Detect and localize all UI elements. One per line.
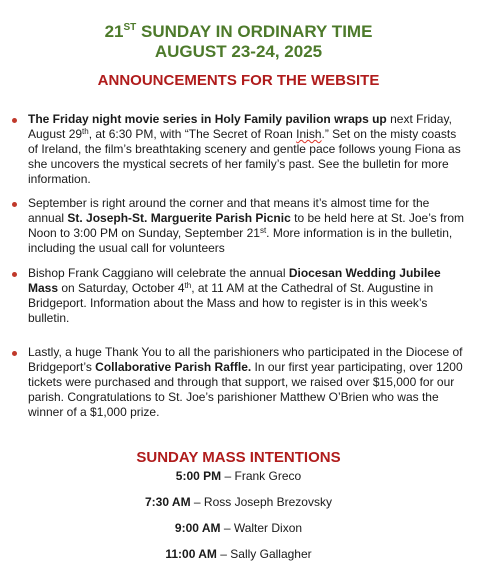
- bullet-icon: [12, 202, 17, 207]
- announcement-text: September is right around the corner and that means it’s almost time for the annual St. Joseph-St. Marguerite Parish Picnic to be held here at St. Joe’s from Noon to 3:00 PM on Sunday, September 21st. More information is in the bulletin, including the usual call for volunteers: [28, 196, 464, 255]
- announcement-movie: [12, 112, 466, 187]
- spellcheck-word: Inish: [296, 127, 322, 141]
- bullet-icon: [12, 118, 17, 123]
- date-line: AUGUST 23-24, 2025: [154, 42, 323, 61]
- page-title: 21ST SUNDAY IN ORDINARY TIME: [104, 22, 373, 41]
- mass-intention-row: 11:00 AM – Sally Gallagher: [165, 547, 312, 561]
- bullet-icon: [12, 272, 17, 277]
- announcements-heading: ANNOUNCEMENTS FOR THE WEBSITE: [97, 72, 380, 89]
- mass-intention-row: 5:00 PM – Frank Greco: [175, 469, 302, 483]
- bullet-icon: [12, 351, 17, 356]
- announcement-picnic: [12, 196, 466, 256]
- announcement-text: Bishop Frank Caggiano will celebrate the annual Diocesan Wedding Jubilee Mass on Saturday, October 4th, at 11 AM at the Cathedral of St. Augustine in Bridgeport. Information about the Mass and how to register is in this week’s bulletin.: [28, 266, 441, 325]
- announcement-raffle: [12, 345, 466, 420]
- mass-intention-row: 7:30 AM – Ross Joseph Brezovsky: [145, 495, 332, 509]
- mass-intentions-heading: SUNDAY MASS INTENTIONS: [136, 449, 341, 466]
- announcement-text: Lastly, a huge Thank You to all the parishioners who participated in the Diocese of Bridgeport’s Collaborative Parish Raffle. In our first year participating, over 1200 tickets were purchased and through that support, we raised over $15,000 for our parish. Congratulations to St. Joe’s parishioner Matthew O’Brien who was the winner of a $1,000 prize.: [28, 345, 463, 419]
- announcement-text: The Friday night movie series in Holy Family pavilion wraps up next Friday, August 29th, at 6:30 PM, with “The Secret of Roan Inish.” Set on the misty coasts of Ireland, the film’s breathtaking scenery and gentle pace follows young Fiona as she uncovers the mystical secrets of her family’s past. See the bulletin for more information.: [28, 112, 461, 186]
- mass-intention-row: 9:00 AM – Walter Dixon: [174, 521, 303, 535]
- announcement-wedding: [12, 266, 466, 326]
